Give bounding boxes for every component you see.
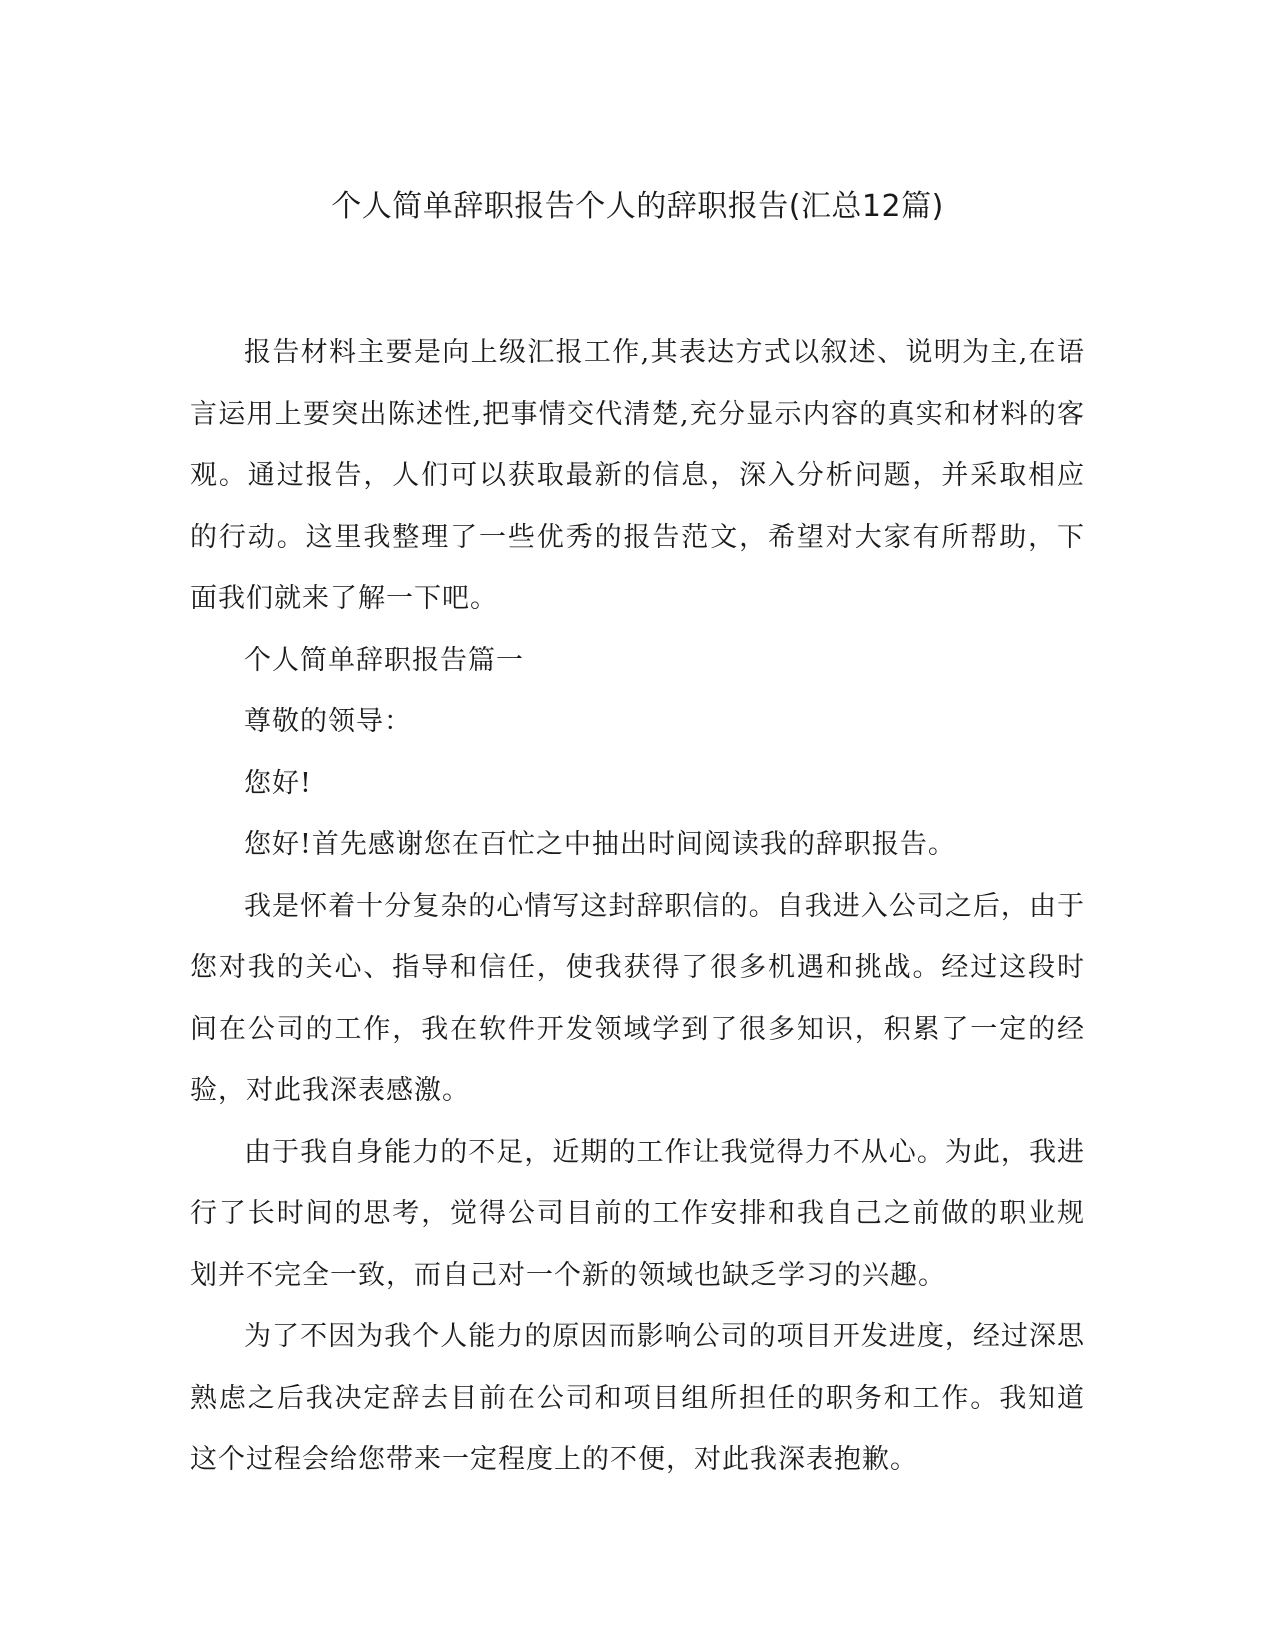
document-body (190, 322, 1085, 1491)
salutation: 尊敬的领导： (244, 706, 412, 737)
section-heading: 个人简单辞职报告篇一 (244, 644, 524, 676)
body-paragraph: 我是怀着十分复杂的心情写这封辞职信的。自我进入公司之后，由于您对我的关心、指导和信任，使我获得了很多机遇和挑战。经过这段时间在公司的工作，我在软件开发领域学到了很多知识，积累了一定的经验，对此我深表感激。 (190, 890, 1085, 1106)
body-paragraph: 由于我自身能力的不足，近期的工作让我觉得力不从心。为此，我进行了长时间的思考，觉得公司目前的工作安排和我自己之前做的职业规划并不完全一致，而自己对一个新的领域也缺乏学习的兴趣。 (190, 1136, 1085, 1291)
intro-paragraph: 报告材料主要是向上级汇报工作,其表达方式以叙述、说明为主,在语言运用上要突出陈述性,把事情交代清楚,充分显示内容的真实和材料的客观。通过报告，人们可以获取最新的信息，深入分析问题，并采取相应的行动。这里我整理了一些优秀的报告范文，希望对大家有所帮助，下面我们就来了解一下吧。 (190, 337, 1085, 614)
body-paragraph: 您好!首先感谢您在百忙之中抽出时间阅读我的辞职报告。 (244, 829, 956, 860)
document-title: 个人简单辞职报告个人的辞职报告(汇总12篇) (331, 189, 944, 224)
body-paragraph: 为了不因为我个人能力的原因而影响公司的项目开发进度，经过深思熟虑之后我决定辞去目前在公司和项目组所担任的职务和工作。我知道这个过程会给您带来一定程度上的不便，对此我深表抱歉。 (190, 1321, 1085, 1475)
greeting: 您好! (244, 767, 312, 799)
